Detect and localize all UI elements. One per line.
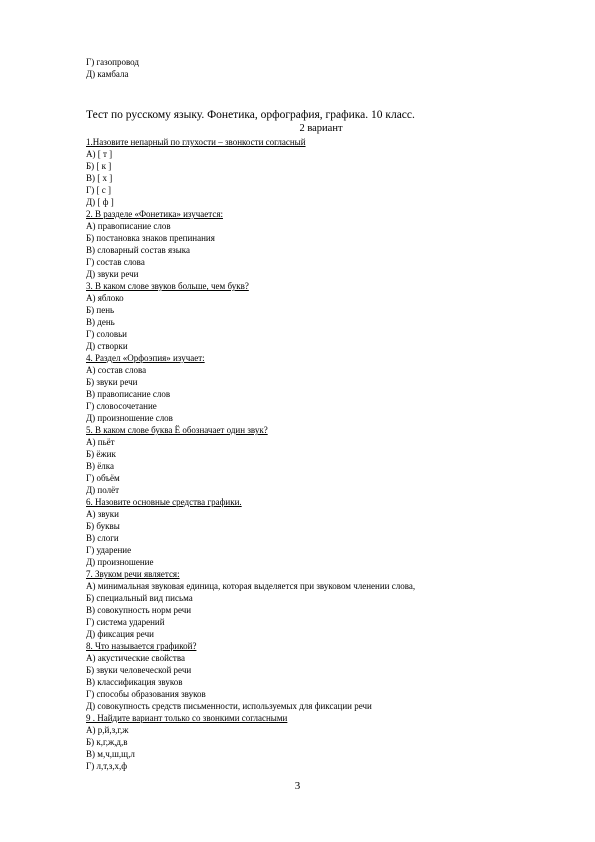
question-block [86, 568, 556, 640]
answer-option: Б) буквы [86, 521, 120, 531]
page-number: 3 [294, 780, 301, 792]
answer-option: Г) [ с ] [86, 185, 111, 195]
answer-option: А) правописание слов [86, 221, 171, 231]
answer-option: Б) специальный вид письма [86, 593, 193, 603]
answer-option: Г) объём [86, 473, 120, 483]
answer-option: Д) фиксация речи [86, 629, 154, 639]
answer-option: А) состав слова [86, 365, 147, 375]
answer-option: Д) полёт [86, 485, 120, 495]
question-block [86, 640, 556, 712]
question-block [86, 352, 556, 424]
answer-option: Г) соловьи [86, 329, 127, 339]
answer-option: Б) ёжик [86, 449, 116, 459]
question-text: 3. В каком слове звуков больше, чем букв? [86, 281, 249, 291]
answer-option: Д) звуки речи [86, 269, 139, 279]
previous-answers [86, 56, 556, 80]
prev-option: Г) газопровод [86, 57, 139, 67]
question-block [86, 280, 556, 352]
answer-option: В) день [86, 317, 115, 327]
question-block [86, 424, 556, 496]
answer-option: В) правописание слов [86, 389, 171, 399]
answer-option: Г) словосочетание [86, 401, 157, 411]
answer-option: Г) состав слова [86, 257, 145, 267]
answer-option: А) акустические свойства [86, 653, 185, 663]
question-block [86, 496, 556, 568]
answer-option: А) яблоко [86, 293, 124, 303]
answer-option: Б) пень [86, 305, 115, 315]
question-text: 8. Что называется графикой? [86, 641, 197, 651]
answer-option: В) ёлка [86, 461, 114, 471]
answer-option: Д) произношение [86, 557, 154, 567]
test-title: Тест по русскому языку. Фонетика, орфография, графика. 10 класс. [86, 109, 415, 121]
answer-option: В) словарный состав языка [86, 245, 191, 255]
answer-option: Д) произношение слов [86, 413, 173, 423]
answer-option: А) [ т ] [86, 149, 113, 159]
answer-option: Г) система ударений [86, 617, 165, 627]
question-text: 9 . Найдите вариант только со звонкими согласными [86, 713, 288, 723]
answer-option: В) слоги [86, 533, 119, 543]
answer-option: А) р,й,з,г,ж [86, 725, 129, 735]
question-text: 5. В каком слове буква Ё обозначает один звук? [86, 425, 268, 435]
answer-option: Г) л,т,з,х,ф [86, 761, 128, 771]
answer-option: Б) постановка знаков препинания [86, 233, 215, 243]
answer-option: Б) звуки человеческой речи [86, 665, 192, 675]
answer-option: Б) звуки речи [86, 377, 138, 387]
answer-option: В) классификация звуков [86, 677, 183, 687]
question-block [86, 208, 556, 280]
answer-option: А) минимальная звуковая единица, которая выделяется при звуковом членении слова, [86, 581, 416, 591]
answer-option: Д) створки [86, 341, 128, 351]
answer-option: Б) к,г,ж,д,в [86, 737, 128, 747]
variant-label: 2 вариант [299, 123, 343, 134]
answer-option: В) м,ч,ш,щ,л [86, 749, 135, 759]
answer-option: В) [ х ] [86, 173, 113, 183]
question-text: 1.Назовите непарный по глухости – звонкости согласный [86, 137, 306, 147]
answer-option: Д) [ ф ] [86, 197, 114, 207]
answer-option: Б) [ к ] [86, 161, 112, 171]
answer-option: Г) ударение [86, 545, 132, 555]
answer-option: А) звуки [86, 509, 119, 519]
prev-option: Д) камбала [86, 69, 129, 79]
document-page [86, 56, 556, 772]
question-text: 4. Раздел «Орфоэпия» изучает: [86, 353, 205, 363]
question-text: 2. В разделе «Фонетика» изучается: [86, 209, 223, 219]
answer-option: А) пьёт [86, 437, 115, 447]
question-text: 7. Звуком речи является: [86, 569, 180, 579]
question-list [86, 136, 556, 772]
answer-option: Г) способы образования звуков [86, 689, 206, 699]
question-block [86, 136, 556, 208]
answer-option: В) совокупность норм речи [86, 605, 192, 615]
question-block [86, 712, 556, 772]
question-text: 6. Назовите основные средства графики. [86, 497, 242, 507]
answer-option: Д) совокупность средств письменности, используемых для фиксации речи [86, 701, 372, 711]
